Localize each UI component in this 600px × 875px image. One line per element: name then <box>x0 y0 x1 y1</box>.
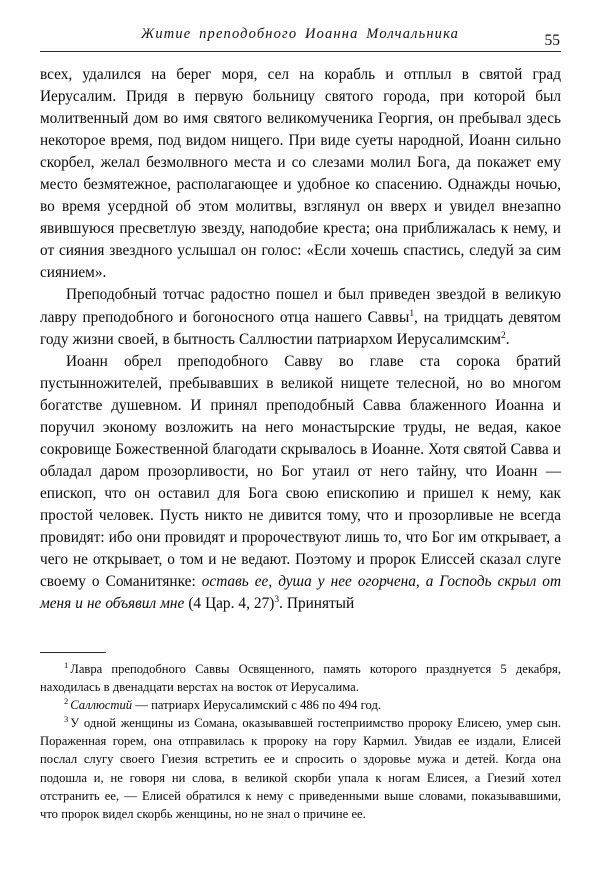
paragraph-1 <box>40 64 561 284</box>
footnote-ref-3[interactable]: 3 <box>274 595 280 606</box>
footnote-3-text: У одной женщины из Сомана, оказывавшей гостеприимство пророку Елисею, умер сын. Пораженная горем, она отправилась к пророку на гору Кармил. Увидав ее издали, Елисей послал слугу своего Гиезия встретить ее и спросить о здоровье мужа и детей. Когда она подошла и, не говоря ни слова, в великой скорби упала к ногам Елисея, а Гиезий хотел отстранить ее, — Елисей обратился к нему с приведенными выше словами, показывавшими, что пророк видел скорбь женщины, но не знал о причине ее. <box>40 716 561 821</box>
paragraph-3-text-b: . Принятый <box>279 595 355 613</box>
page-number: 55 <box>544 32 560 49</box>
paragraph-1-text: всех, удалился на берег моря, сел на корабль и отплыл в святой град Иерусалим. Придя в первую больницу святого города, при которой был молитвенный дом во имя святого великомученика Георгия, он пребывал здесь некоторое время, под видом нищего. При виде суеты народной, Иоанн сильно скорбел, желал безмолвного места и со слезами молил Бога, да покажет ему место безмятежное, располагающее и удобное ко спасению. Однажды ночью, во время усердной об этом молитвы, взглянул он вверх и увидел внезапно явившуюся пресветлую звезду, наподобие креста; она приближалась к нему, и от сияния звездного услышал он голос: «Если хочешь спастись, следуй за сим сиянием». <box>40 66 561 282</box>
footnote-2 <box>40 696 561 714</box>
footnote-ref-2[interactable]: 2 <box>500 330 506 341</box>
footnote-2-text: — патриарх Иерусалимский с 486 по 494 год. <box>132 698 381 713</box>
footnote-1-text: Лавра преподобного Саввы Освященного, память которого празднуется 5 декабря, находилась в двенадцати верстах на восток от Иерусалима. <box>40 662 561 695</box>
footnote-3-marker: 3 <box>64 714 69 725</box>
footnote-separator-rule <box>40 652 106 653</box>
footnote-3 <box>40 714 561 823</box>
footnote-2-marker: 2 <box>64 696 69 707</box>
footnote-2-term: Саллюстий <box>70 698 133 713</box>
footnote-1-marker: 1 <box>64 660 69 671</box>
footnote-ref-1[interactable]: 1 <box>409 308 415 319</box>
paragraph-3-text-a: Иоанн обрел преподобного Савву во главе ста сорока братий пустынножителей, пребывавших в великой нищете телесной, но во многом богатстве душевном. И принял преподобный Савва блаженного Иоанна и поручил эконому возложить на него монастырские труды, не ведая, какое сокровище Божественной благодати скрывалось в Иоанне. Хотя святой Савва и обладал даром прозорливости, но Бог утаил от него тайну, что Иоанн — епископ, что он оставил для Бога свою епископию и пришел к нему, как простой человек. Пусть никто не дивится тому, что и прозорливые не всегда провидят: ибо они провидят и пророчествуют лишь то, что Бог им открывает, а чего не открывает, о том и не ведают. Поэтому и пророк Елиссей сказал слуге своему о Соманитянке: <box>40 352 561 591</box>
paragraph-3 <box>40 351 561 616</box>
paragraph-2 <box>40 284 561 350</box>
body-text <box>40 64 561 615</box>
footnote-1 <box>40 660 561 696</box>
footnote-section <box>40 652 561 823</box>
paragraph-2-text-c: . <box>505 330 510 348</box>
running-head-title: Житие преподобного Иоанна Молчальника <box>140 26 460 42</box>
scripture-citation: (4 Цар. 4, 27) <box>184 595 275 613</box>
paragraph-2-text-b: , на тридцать девятом году жизни своей, в бытность Саллюстии патриархом Иерусалимским <box>40 308 561 348</box>
paragraph-2-text-a: Преподобный тотчас радостно пошел и был приведен звездой в великую лавру преподобного и богоносного отца нашего Саввы <box>40 286 561 326</box>
running-head <box>40 26 560 50</box>
scripture-quote: оставь ее, душа у нее огорчена, а Господь скрыл от меня и не объявил мне <box>40 573 561 613</box>
header-rule <box>40 51 561 52</box>
